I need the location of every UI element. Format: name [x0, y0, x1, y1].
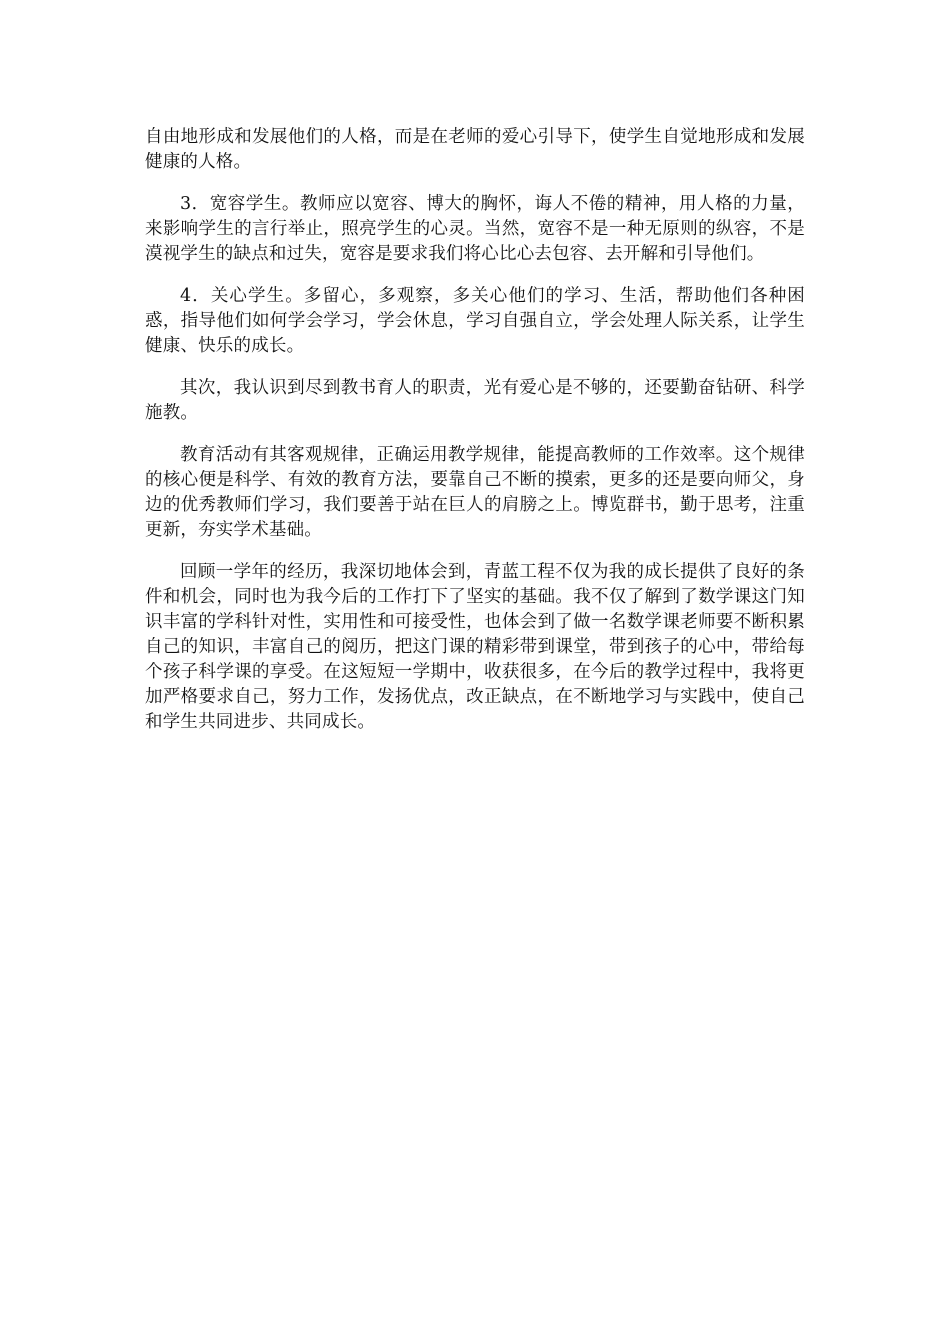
paragraph-review-year: 回顾一学年的经历，我深切地体会到，青蓝工程不仅为我的成长提供了良好的条件和机会，同时也为我今后的工作打下了坚实的基础。我不仅了解到了数学课这门知识丰富的学科针对性，实用性和可接受性，也体会到了做一名数学课老师要不断积累自己的知识，丰富自己的阅历，把这门课的精彩带到课堂，带到孩子的心中，带给每个孩子科学课的享受。在这短短一学期中，收获很多，在今后的教学过程中，我将更加严格要求自己，努力工作，发扬优点，改正缺点，在不断地学习与实践中，使自己和学生共同进步、共同成长。: [145, 562, 805, 732]
paragraph-secondly: 其次，我认识到尽到教书育人的职责，光有爱心是不够的，还要勤奋钻研、科学施教。: [145, 378, 805, 423]
paragraph-tolerate-students: 3．宽容学生。教师应以宽容、博大的胸怀，诲人不倦的精神，用人格的力量，来影响学生的言行举止，照亮学生的心灵。当然，宽容不是一种无原则的纵容，不是漠视学生的缺点和过失，宽容是要求我们将心比心去包容、去开解和引导他们。: [145, 194, 805, 264]
paragraph-continuation: 自由地形成和发展他们的人格，而是在老师的爱心引导下，使学生自觉地形成和发展健康的人格。: [145, 127, 805, 172]
document-body: [145, 125, 805, 752]
paragraph-teaching-rules: 教育活动有其客观规律，正确运用教学规律，能提高教师的工作效率。这个规律的核心便是科学、有效的教育方法，要靠自己不断的摸索，更多的还是要向师父，身边的优秀教师们学习，我们要善于站在巨人的肩膀之上。博览群书，勤于思考，注重更新，夯实学术基础。: [145, 445, 805, 540]
paragraph-care-for-students: 4．关心学生。多留心，多观察，多关心他们的学习、生活，帮助他们各种困惑，指导他们如何学会学习，学会休息，学习自强自立，学会处理人际关系，让学生健康、快乐的成长。: [145, 286, 805, 356]
